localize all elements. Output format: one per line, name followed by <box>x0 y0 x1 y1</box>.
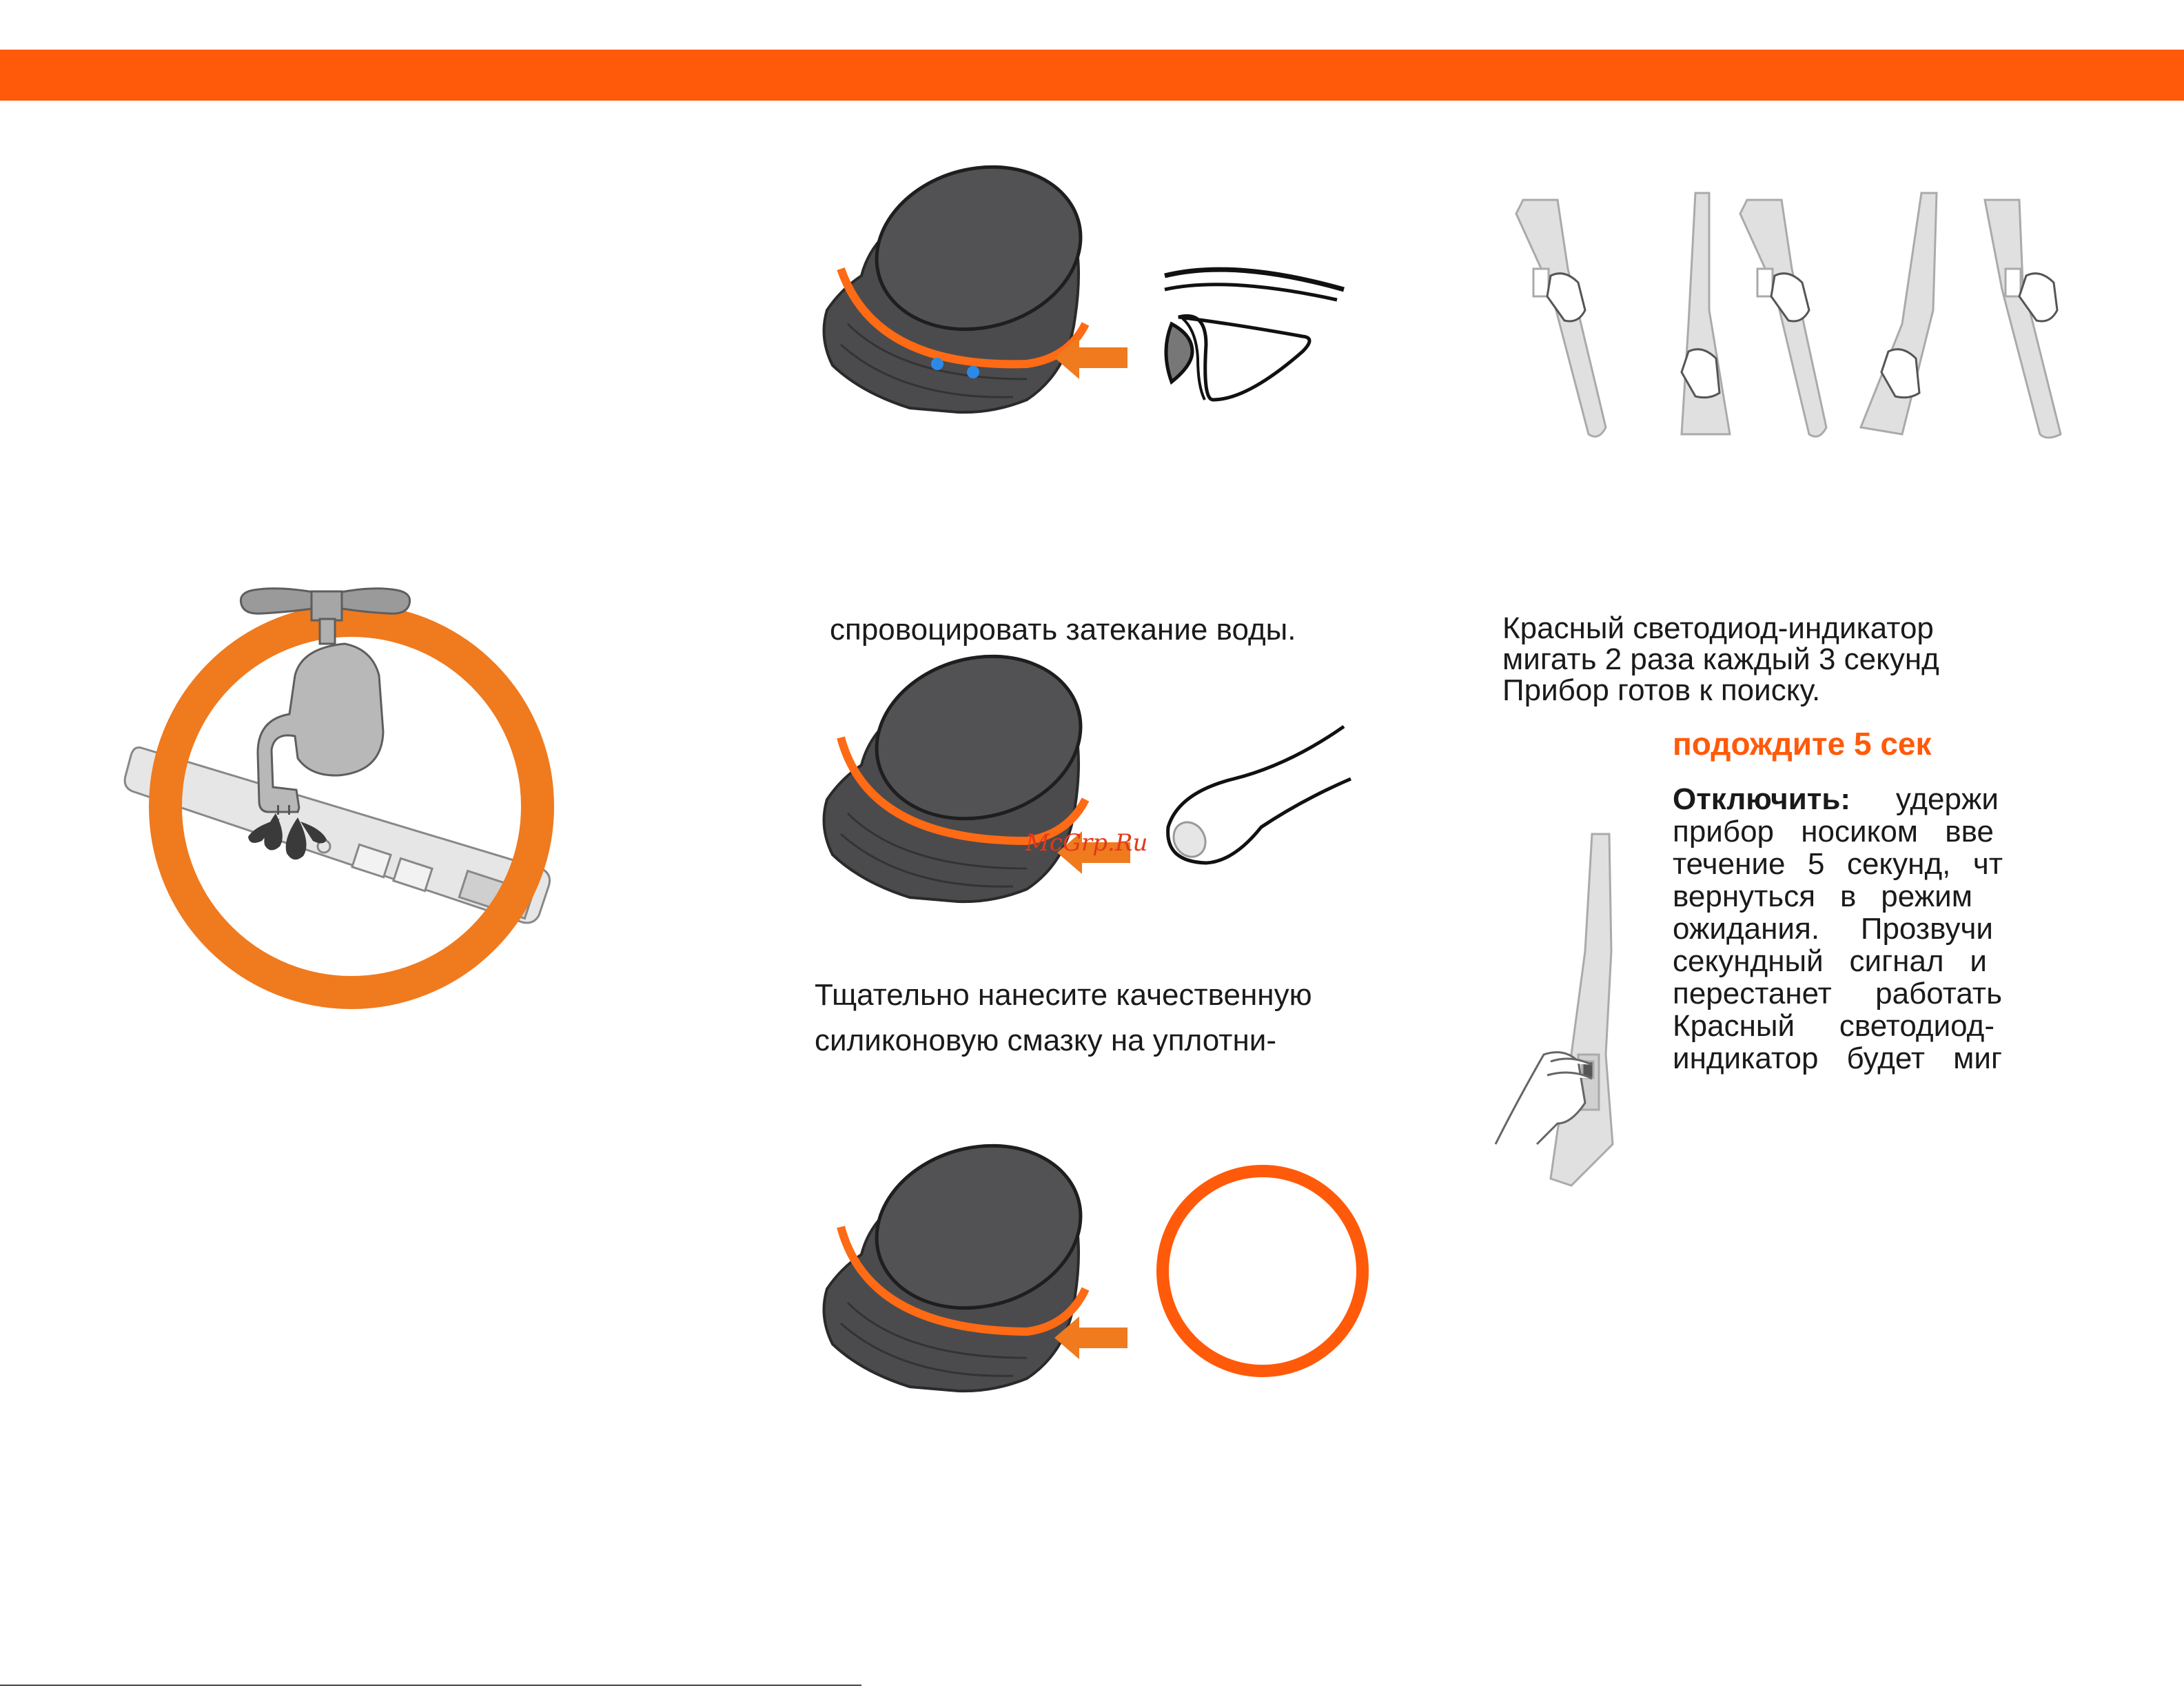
status-line-1: Красный светодиод-индикатор <box>1502 611 1934 645</box>
detector-cap-icon <box>824 1123 1099 1391</box>
status-line-2: мигать 2 раза каждый 3 секунд <box>1502 642 1939 676</box>
caption-grease-line-2: силиконовую смазку на уплотни- <box>815 1024 1276 1057</box>
detector-cap-icon <box>824 145 1099 412</box>
eye-icon <box>1165 270 1344 400</box>
finger-icon <box>1167 726 1351 863</box>
detector-sequence-illustration <box>1502 186 2074 455</box>
off-label: Отключить: <box>1673 782 1851 816</box>
wait-label: подождите 5 сек <box>1673 726 1932 762</box>
top-color-bar <box>0 50 2184 101</box>
off-instruction-line-8: индикатор будет миг <box>1673 1041 2002 1075</box>
detector-hold-illustration <box>1489 827 1675 1199</box>
grease-application-illustration <box>820 662 1358 951</box>
arrow-left-icon <box>1079 347 1127 368</box>
cap-inspection-illustration <box>820 172 1358 462</box>
caption-grease-line-1: Тщательно нанесите качественную <box>815 978 1312 1012</box>
bottom-rule <box>0 1685 861 1686</box>
off-instruction-line-3: вернуться в режим <box>1673 879 1972 913</box>
off-instruction-line-2: течение 5 секунд, чт <box>1673 847 2003 881</box>
off-instruction-line-5: секундный сигнал и <box>1673 944 1987 978</box>
status-line-3: Прибор готов к поиску. <box>1502 673 1821 707</box>
off-instruction-line-6: перестанет работать <box>1673 977 2002 1010</box>
watermark: McGrp.Ru <box>1025 829 1148 857</box>
arrow-left-icon <box>1079 1328 1127 1348</box>
off-instruction-line-7: Красный светодиод- <box>1673 1009 1994 1043</box>
off-instruction-line-1: прибор носиком вве <box>1673 815 1994 848</box>
off-instruction-line-4: ожидания. Прозвучи <box>1673 912 1993 946</box>
no-water-illustration <box>117 572 586 1027</box>
off-instruction-line-0 <box>1673 783 1999 816</box>
off-first-rest: удержи <box>1895 782 1999 816</box>
detector-probe-icon <box>1551 834 1613 1186</box>
o-ring-icon <box>1163 1171 1363 1371</box>
detector-cap-icon <box>824 634 1099 902</box>
caption-provoke-water: спровоцировать затекание воды. <box>830 613 1296 647</box>
o-ring-installation-illustration <box>820 1151 1392 1454</box>
